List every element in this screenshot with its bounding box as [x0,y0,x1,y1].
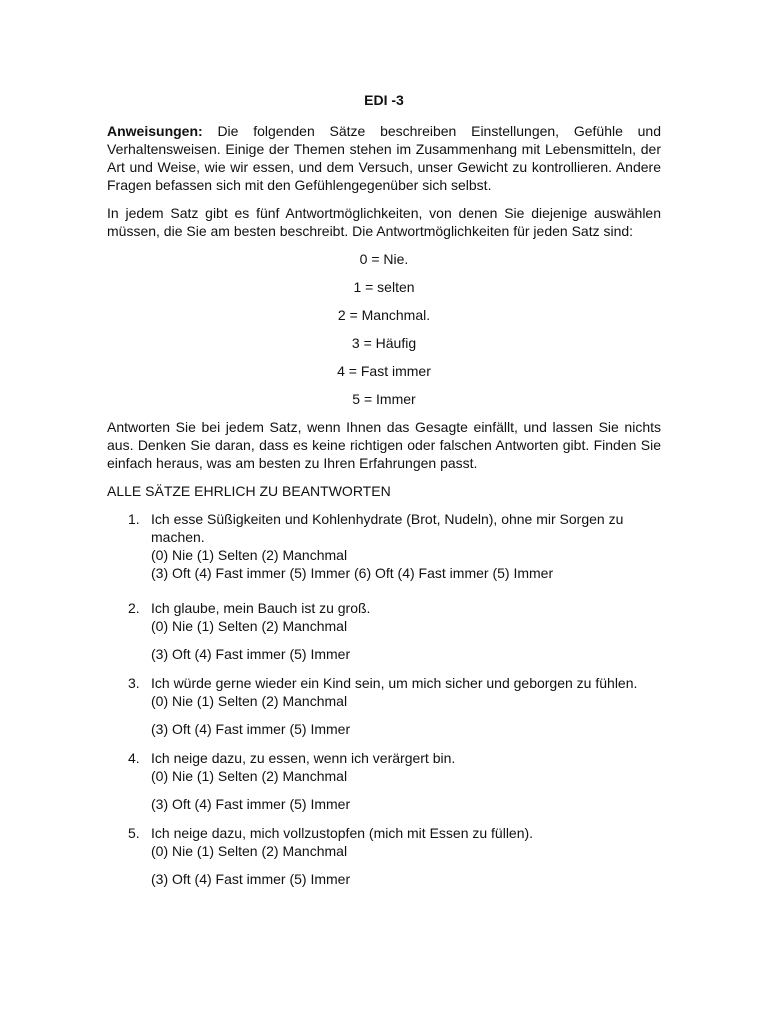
question-options-line-1: (0) Nie (1) Selten (2) Manchmal [151,843,348,859]
question-item [107,824,661,888]
question-text: Ich esse Süßigkeiten und Kohlenhydrate (Brot, Nudeln), ohne mir Sorgen zu machen. [151,511,624,545]
question-options-line-1: (0) Nie (1) Selten (2) Manchmal [151,547,348,563]
question-options-line-2: (3) Oft (4) Fast immer (5) Immer (6) Oft (4) Fast immer (5) Immer [151,565,554,581]
scale-item: 1 = selten [353,279,415,295]
question-options-line-2: (3) Oft (4) Fast immer (5) Immer [151,871,351,887]
instructions-label: Anweisungen: [107,123,203,139]
question-text: Ich neige dazu, zu essen, wenn ich verärgert bin. [151,750,456,766]
question-text: Ich würde gerne wieder ein Kind sein, um mich sicher und geborgen zu fühlen. [151,675,638,691]
question-item [107,674,661,738]
scale-item: 5 = Immer [352,391,416,407]
question-number: 3. [128,675,140,691]
question-options-line-2: (3) Oft (4) Fast immer (5) Immer [151,721,351,737]
question-item [107,599,661,663]
question-number: 2. [128,600,140,616]
question-options-line-1: (0) Nie (1) Selten (2) Manchmal [151,618,348,634]
question-options-line-2: (3) Oft (4) Fast immer (5) Immer [151,796,351,812]
question-options-line-2: (3) Oft (4) Fast immer (5) Immer [151,646,351,662]
answer-guidance-paragraph: Antworten Sie bei jedem Satz, wenn Ihnen das Gesagte einfällt, und lassen Sie nichts aus. Denken Sie daran, dass es keine richtigen oder falschen Antworten gibt. Finden Sie einfach heraus, was am besten zu Ihren Erfahrungen passt. [107,419,661,471]
question-item [107,749,661,813]
scale-item: 0 = Nie. [359,251,409,267]
question-item [107,510,661,582]
question-number: 4. [128,750,140,766]
honesty-heading: ALLE SÄTZE EHRLICH ZU BEANTWORTEN [107,483,391,499]
question-options-line-1: (0) Nie (1) Selten (2) Manchmal [151,768,348,784]
scale-item: 2 = Manchmal. [337,307,431,323]
instructions-paragraph [107,122,661,194]
question-list [107,510,661,888]
question-number: 5. [128,825,140,841]
document-title: EDI -3 [364,92,404,108]
scale-item: 3 = Häufig [351,335,417,351]
answer-options-intro: In jedem Satz gibt es fünf Antwortmöglichkeiten, von denen Sie diejenige auswählen müssen, die Sie am besten beschreibt. Die Antwortmöglichkeiten für jeden Satz sind: [107,205,661,239]
question-number: 1. [128,511,140,527]
question-text: Ich neige dazu, mich vollzustopfen (mich mit Essen zu füllen). [151,825,534,841]
scale-item: 4 = Fast immer [337,363,431,379]
document-page [107,88,661,899]
instructions-text: Die folgenden Sätze beschreiben Einstellungen, Gefühle und Verhaltensweisen. Einige der Themen stehen im Zusammenhang mit Lebensmitteln, der Art und Weise, wie wir essen, und dem Versuch, unser Gewicht zu kontrollieren. Andere Fragen befassen sich mit den Gefühlengegenüber sich selbst. [107,123,661,193]
question-text: Ich glaube, mein Bauch ist zu groß. [151,600,371,616]
question-options-line-1: (0) Nie (1) Selten (2) Manchmal [151,693,348,709]
answer-scale [107,250,661,418]
